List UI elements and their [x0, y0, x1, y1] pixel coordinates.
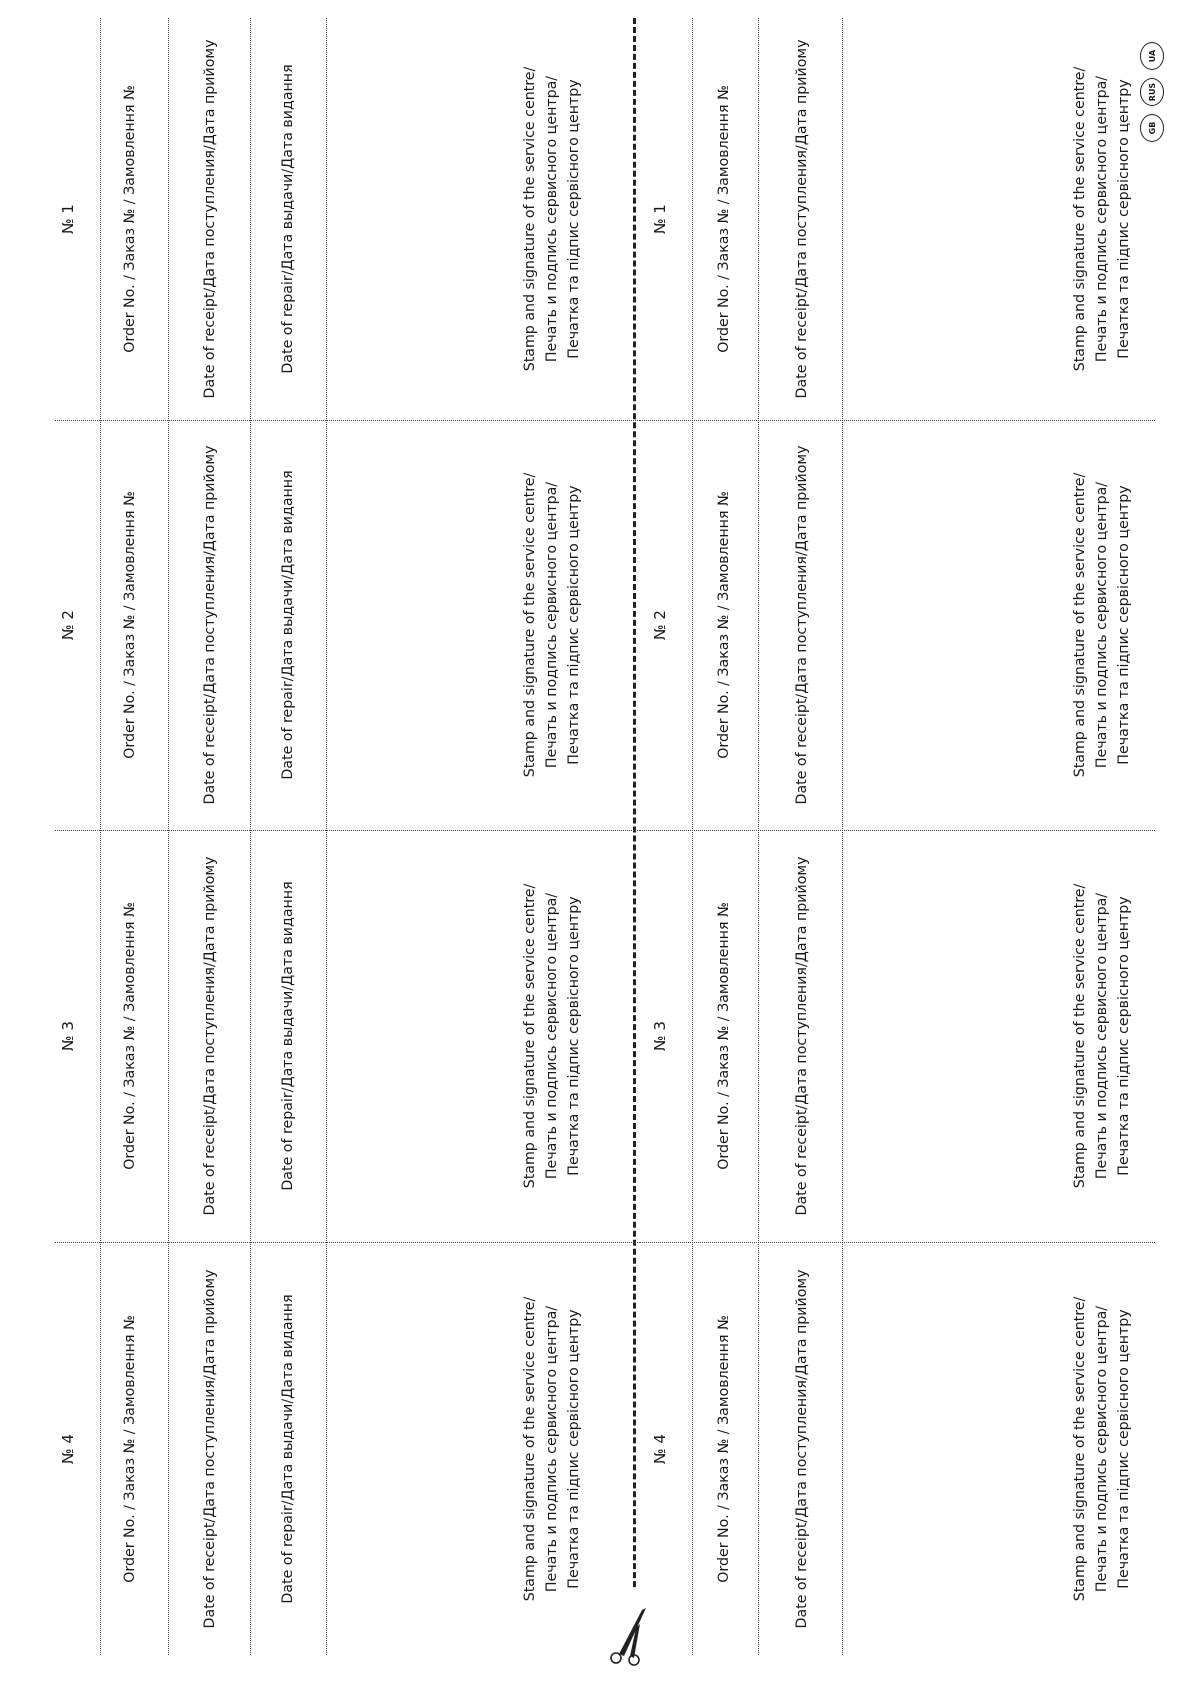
card-top-section-4-stamp-label: [519, 1296, 585, 1601]
stamp-line-3: Печатка та підпис сервісного центру: [1116, 1308, 1132, 1589]
card-top-section-2-order-label: Order No. / Заказ № / Замовлення №: [122, 491, 138, 759]
card-top-section-3-order-label: Order No. / Заказ № / Замовлення №: [122, 902, 138, 1170]
stamp-line-2: Печать и подпись сервисного центра/: [1094, 892, 1110, 1180]
card-top-section-divider-2: [55, 830, 640, 831]
card-bottom-section-2-receipt-label: Date of receipt/Дата поступления/Дата прийому: [794, 445, 810, 805]
card-top-section-divider-1: [55, 420, 640, 421]
card-top-separator-2: [168, 18, 169, 1655]
scissors-icon: [606, 1600, 654, 1670]
stamp-line-3: Печатка та підпис сервісного центру: [566, 896, 582, 1176]
stamp-line-1: Stamp and signature of the service centre/: [1072, 1296, 1088, 1601]
stamp-line-2: Печать и подпись сервисного центра/: [1094, 481, 1110, 769]
card-bottom-section-4-number: № 4: [651, 1433, 669, 1464]
card-top-section-1-stamp-label: [519, 67, 585, 372]
card-top-separator-4: [326, 18, 327, 1655]
card-bottom-separator-3: [842, 18, 843, 1655]
card-top-section-4-order-label: Order No. / Заказ № / Замовлення №: [122, 1314, 138, 1583]
stamp-line-2: Печать и подпись сервисного центра/: [544, 75, 560, 363]
card-bottom-section-2-order-label: Order No. / Заказ № / Замовлення №: [716, 491, 732, 759]
card-bottom-section-4-order-label: Order No. / Заказ № / Замовлення №: [716, 1314, 732, 1583]
card-bottom-section-2-stamp-label: [1069, 473, 1135, 778]
stamp-line-1: Stamp and signature of the service centre/: [522, 472, 538, 778]
card-top-section-divider-3: [55, 1242, 640, 1243]
stamp-line-1: Stamp and signature of the service centre/: [522, 1296, 538, 1601]
stamp-line-3: Печатка та підпис сервісного центру: [566, 79, 582, 359]
card-bottom-section-divider-3: [640, 1242, 1155, 1243]
card-top-section-2-stamp-label: [519, 473, 585, 778]
stamp-line-1: Stamp and signature of the service centre/: [522, 66, 538, 372]
card-top-section-1-repair-label: Date of repair/Дата выдачи/Дата видання: [280, 64, 296, 374]
card-bottom-section-3-order-label: Order No. / Заказ № / Замовлення №: [716, 902, 732, 1170]
card-top-section-1-number: № 1: [59, 204, 77, 234]
card-bottom-section-divider-2: [640, 830, 1155, 831]
card-bottom-separator-1: [692, 18, 693, 1655]
card-top-section-4-number: № 4: [59, 1433, 77, 1464]
stamp-line-1: Stamp and signature of the service centre/: [1072, 472, 1088, 778]
language-badge-ua: UA: [1140, 42, 1164, 70]
stamp-line-3: Печатка та підпис сервісного центру: [1116, 79, 1132, 359]
card-top-section-4-repair-label: Date of repair/Дата выдачи/Дата видання: [280, 1293, 296, 1604]
stamp-line-1: Stamp and signature of the service centre/: [1072, 66, 1088, 372]
card-top-section-3-repair-label: Date of repair/Дата выдачи/Дата видання: [280, 881, 296, 1191]
card-top-section-4-receipt-label: Date of receipt/Дата поступления/Дата прийому: [202, 1269, 218, 1628]
card-bottom-section-2-number: № 2: [651, 610, 669, 640]
card-top-separator-3: [250, 18, 251, 1655]
stamp-line-2: Печать и подпись сервисного центра/: [544, 1305, 560, 1592]
card-bottom-section-3-number: № 3: [651, 1021, 669, 1051]
stamp-line-3: Печатка та підпис сервісного центру: [1116, 485, 1132, 765]
card-bottom-section-4-receipt-label: Date of receipt/Дата поступления/Дата прийому: [794, 1269, 810, 1628]
card-bottom-section-3-stamp-label: [1069, 884, 1135, 1189]
card-bottom-section-4-stamp-label: [1069, 1296, 1135, 1601]
stamp-line-3: Печатка та підпис сервісного центру: [1116, 896, 1132, 1176]
language-badge-gb: GB: [1140, 114, 1164, 142]
card-bottom-separator-2: [758, 18, 759, 1655]
card-top-section-3-receipt-label: Date of receipt/Дата поступления/Дата прийому: [202, 856, 218, 1216]
stamp-line-2: Печать и подпись сервисного центра/: [544, 481, 560, 769]
card-bottom-section-3-receipt-label: Date of receipt/Дата поступления/Дата прийому: [794, 856, 810, 1216]
stamp-line-1: Stamp and signature of the service centre/: [1072, 883, 1088, 1189]
card-top-section-3-number: № 3: [59, 1021, 77, 1051]
card-top-section-2-receipt-label: Date of receipt/Дата поступления/Дата прийому: [202, 445, 218, 805]
cut-line: [633, 18, 636, 1668]
stamp-line-2: Печать и подпись сервисного центра/: [1094, 1305, 1110, 1592]
card-top-section-2-repair-label: Date of repair/Дата выдачи/Дата видання: [280, 470, 296, 780]
stamp-line-1: Stamp and signature of the service centre/: [522, 883, 538, 1189]
stamp-line-3: Печатка та підпис сервісного центру: [566, 1308, 582, 1589]
card-top-section-1-receipt-label: Date of receipt/Дата поступления/Дата прийому: [202, 39, 218, 399]
stamp-line-2: Печать и подпись сервисного центра/: [1094, 75, 1110, 363]
stamp-line-3: Печатка та підпис сервісного центру: [566, 485, 582, 765]
card-bottom-section-1-order-label: Order No. / Заказ № / Замовлення №: [716, 85, 732, 353]
language-badge-rus: RUS: [1140, 78, 1164, 106]
card-bottom-section-divider-1: [640, 420, 1155, 421]
card-bottom-section-1-receipt-label: Date of receipt/Дата поступления/Дата прийому: [794, 39, 810, 399]
stamp-line-2: Печать и подпись сервисного центра/: [544, 892, 560, 1180]
card-bottom-section-1-stamp-label: [1069, 67, 1135, 372]
card-bottom-section-1-number: № 1: [651, 204, 669, 234]
card-top-section-2-number: № 2: [59, 610, 77, 640]
card-top-section-1-order-label: Order No. / Заказ № / Замовлення №: [122, 85, 138, 353]
card-top-section-3-stamp-label: [519, 884, 585, 1189]
card-top-separator-1: [100, 18, 101, 1655]
